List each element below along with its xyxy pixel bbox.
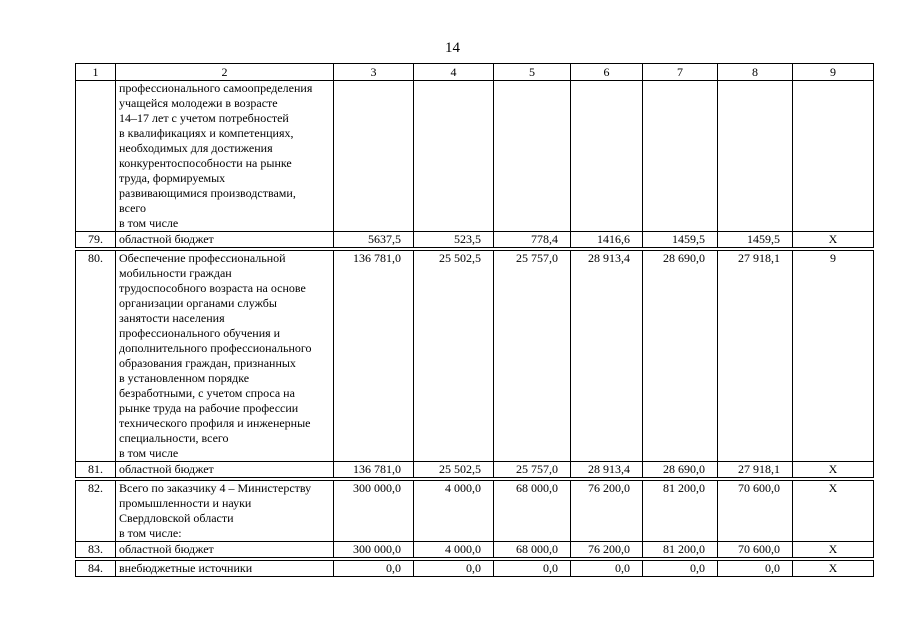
marker-cell: X: [793, 561, 874, 577]
value-cell: 0,0: [643, 561, 718, 577]
value-cell: 25 502,5: [414, 462, 494, 478]
value-cell: 0,0: [718, 561, 793, 577]
table-row: [76, 561, 874, 577]
row-name-line: Всего по заказчику 4 – Министерству: [119, 481, 312, 495]
row-name-line: рынке труда на рабочие профессии: [119, 401, 299, 415]
row-name-cell: [116, 481, 334, 542]
value-cell: [334, 81, 414, 232]
column-header: 6: [571, 64, 643, 81]
value-cell: 136 781,0: [334, 462, 414, 478]
column-header: 9: [793, 64, 874, 81]
table-row: [76, 481, 874, 542]
column-header: 3: [334, 64, 414, 81]
row-number-cell: [76, 81, 116, 232]
row-name-line: мобильности граждан: [119, 266, 232, 280]
value-cell: 28 690,0: [643, 251, 718, 462]
value-cell: 300 000,0: [334, 481, 414, 542]
column-header: 7: [643, 64, 718, 81]
value-cell: 4 000,0: [414, 481, 494, 542]
value-cell: 0,0: [494, 561, 571, 577]
marker-cell: 9: [793, 251, 874, 462]
column-header: 1: [76, 64, 116, 81]
value-cell: 70 600,0: [718, 542, 793, 558]
value-cell: [414, 81, 494, 232]
row-number-cell: 80.: [76, 251, 116, 462]
row-name-line: Свердловской области: [119, 511, 234, 525]
value-cell: 76 200,0: [571, 542, 643, 558]
value-cell: [643, 81, 718, 232]
table-row: [76, 462, 874, 478]
row-name-cell: [116, 542, 334, 558]
header-row: [76, 64, 874, 81]
row-number-cell: 81.: [76, 462, 116, 478]
row-name-line: в установленном порядке: [119, 371, 250, 385]
row-name-line: областной бюджет: [119, 462, 214, 476]
row-name-line: занятости населения: [119, 311, 225, 325]
value-cell: 81 200,0: [643, 481, 718, 542]
row-name-line: областной бюджет: [119, 232, 214, 246]
value-cell: [571, 81, 643, 232]
row-name-line: профессионального самоопределения: [119, 81, 313, 95]
row-name-cell: [116, 462, 334, 478]
row-name-line: дополнительного профессионального: [119, 341, 312, 355]
row-name-line: необходимых для достижения: [119, 141, 273, 155]
row-name-cell: [116, 81, 334, 232]
row-name-cell: [116, 232, 334, 248]
value-cell: 81 200,0: [643, 542, 718, 558]
budget-table: [75, 63, 874, 577]
row-name-line: безработными, с учетом спроса на: [119, 386, 295, 400]
value-cell: 28 690,0: [643, 462, 718, 478]
row-name-line: организации органами службы: [119, 296, 277, 310]
row-name-line: конкурентоспособности на рынке: [119, 156, 292, 170]
value-cell: 68 000,0: [494, 481, 571, 542]
row-name-line: всего: [119, 201, 147, 215]
value-cell: 70 600,0: [718, 481, 793, 542]
table-row: [76, 232, 874, 248]
row-name-line: 14–17 лет с учетом потребностей: [119, 111, 289, 125]
value-cell: 25 502,5: [414, 251, 494, 462]
value-cell: 523,5: [414, 232, 494, 248]
row-name-line: внебюджетные источники: [119, 561, 253, 575]
column-header: 4: [414, 64, 494, 81]
row-number-cell: 82.: [76, 481, 116, 542]
marker-cell: X: [793, 481, 874, 542]
value-cell: 76 200,0: [571, 481, 643, 542]
row-name-line: трудоспособного возраста на основе: [119, 281, 306, 295]
row-name-line: в том числе:: [119, 526, 182, 540]
marker-cell: [793, 81, 874, 232]
row-name-line: промышленности и науки: [119, 496, 252, 510]
value-cell: 136 781,0: [334, 251, 414, 462]
value-cell: [494, 81, 571, 232]
value-cell: 4 000,0: [414, 542, 494, 558]
value-cell: 28 913,4: [571, 462, 643, 478]
value-cell: 1459,5: [643, 232, 718, 248]
row-name-line: в том числе: [119, 216, 179, 230]
row-name-line: образования граждан, признанных: [119, 356, 296, 370]
value-cell: 5637,5: [334, 232, 414, 248]
value-cell: 68 000,0: [494, 542, 571, 558]
row-name-line: специальности, всего: [119, 431, 229, 445]
marker-cell: X: [793, 542, 874, 558]
row-name-line: учащейся молодежи в возрасте: [119, 96, 278, 110]
row-number-cell: 79.: [76, 232, 116, 248]
column-header: 2: [116, 64, 334, 81]
table-row: [76, 81, 874, 232]
value-cell: 27 918,1: [718, 251, 793, 462]
value-cell: 1459,5: [718, 232, 793, 248]
value-cell: 0,0: [571, 561, 643, 577]
value-cell: 0,0: [334, 561, 414, 577]
page-number: 14: [445, 40, 460, 56]
value-cell: 778,4: [494, 232, 571, 248]
row-name-line: профессионального обучения и: [119, 326, 281, 340]
marker-cell: X: [793, 462, 874, 478]
row-name-line: технического профиля и инженерные: [119, 416, 311, 430]
value-cell: 25 757,0: [494, 251, 571, 462]
value-cell: 1416,6: [571, 232, 643, 248]
column-header: 5: [494, 64, 571, 81]
row-name-line: областной бюджет: [119, 542, 214, 556]
row-name-line: Обеспечение профессиональной: [119, 251, 286, 265]
row-name-cell: [116, 561, 334, 577]
row-number-cell: 83.: [76, 542, 116, 558]
table-row: [76, 542, 874, 558]
row-name-line: в том числе: [119, 446, 179, 460]
marker-cell: X: [793, 232, 874, 248]
row-name-line: развивающимися производствами,: [119, 186, 296, 200]
value-cell: 300 000,0: [334, 542, 414, 558]
value-cell: 27 918,1: [718, 462, 793, 478]
value-cell: 25 757,0: [494, 462, 571, 478]
column-header: 8: [718, 64, 793, 81]
table-row: [76, 251, 874, 462]
row-name-line: в квалификациях и компетенциях,: [119, 126, 294, 140]
row-name-cell: [116, 251, 334, 462]
value-cell: [718, 81, 793, 232]
row-number-cell: 84.: [76, 561, 116, 577]
value-cell: 0,0: [414, 561, 494, 577]
row-name-line: труда, формируемых: [119, 171, 226, 185]
value-cell: 28 913,4: [571, 251, 643, 462]
table-body: [76, 64, 874, 577]
